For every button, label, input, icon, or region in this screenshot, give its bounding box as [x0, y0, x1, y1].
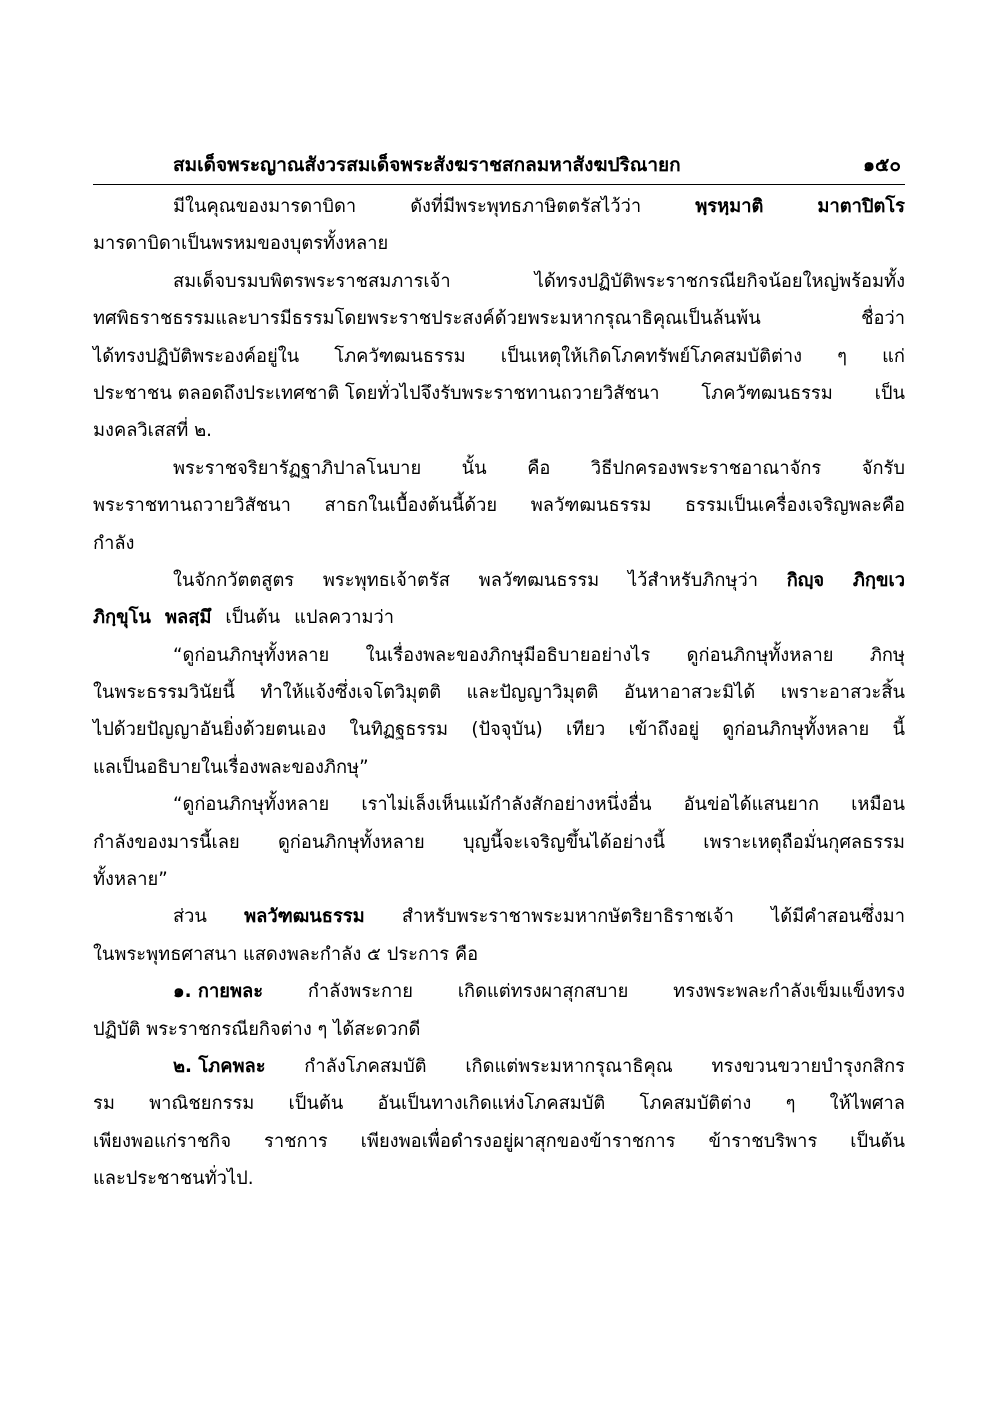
pali-term: พลสฺมึ [164, 607, 212, 629]
text-segment: และปัญญาวิมุตติ [466, 682, 599, 704]
text-segment: อันข่อได้แสนยาก [683, 794, 820, 816]
text-line [93, 786, 905, 823]
text-line [93, 1160, 905, 1197]
text-segment: (ปัจจุบัน) [471, 719, 543, 741]
text-line [93, 188, 905, 225]
text-segment: ทรงขวนขวายบำรุงกสิกร [711, 1055, 905, 1077]
text-segment: ทรงพระพละกำลังเข็มแข็งทรง [673, 981, 905, 1003]
text-line [93, 637, 905, 674]
text-segment: ในทิฏฐธรรม [349, 719, 449, 741]
text-segment: มารดาบิดาเป็นพรหมของบุตรทั้งหลาย [93, 233, 389, 255]
text-line [93, 263, 905, 300]
text-segment: เพียงพอเพื่อดำรงอยู่ผาสุกของข้าราชการ [360, 1130, 676, 1152]
text-segment: ไปด้วยปัญญาอันยิ่งด้วยตนเอง [93, 719, 327, 741]
text-segment: ทั้งหลาย” [93, 869, 168, 891]
text-segment: บุญนี้จะเจริญขึ้นได้อย่างนี้ [463, 831, 666, 853]
text-segment: เทียว [565, 719, 606, 741]
text-line [93, 1085, 905, 1122]
text-segment: ส่วน [173, 906, 207, 928]
text-segment: รม [93, 1093, 115, 1115]
text-segment: มีในคุณของมารดาบิดา [173, 196, 357, 217]
text-segment: กำลังพระกาย [307, 981, 414, 1003]
text-line [93, 749, 905, 786]
text-segment: เป็น [874, 382, 905, 404]
text-line [93, 898, 905, 935]
text-segment: พระราชจริยารัฏฐาภิปาลโนบาย [173, 457, 422, 479]
text-segment: กำลังของมารนี้เลย [93, 831, 240, 853]
text-segment: ไว้สำหรับภิกษุว่า [627, 569, 758, 591]
text-line [93, 487, 905, 524]
text-segment: โภคสมบัติต่าง [639, 1093, 752, 1115]
pali-term: ภิกฺขุโน [93, 607, 151, 629]
text-segment: ๆ [785, 1093, 796, 1115]
text-line [93, 824, 905, 861]
text-segment: เพียงพอแก่ราชกิจ [93, 1130, 232, 1152]
text-segment: เราไม่เล็งเห็นแม้กำลังสักอย่างหนึ่งอื่น [361, 794, 652, 816]
text-line [93, 525, 905, 562]
text-segment: ในจักกวัตตสูตร [173, 569, 295, 591]
text-segment: ดูก่อนภิกษุทั้งหลาย [686, 644, 834, 666]
text-segment: พาณิชยกรรม [149, 1093, 255, 1115]
text-segment: ราชการ [264, 1130, 328, 1152]
page-number: ๑๕๐ [862, 154, 901, 176]
text-segment: คือ [527, 457, 551, 479]
text-segment: ให้ไพศาล [829, 1093, 905, 1115]
text-segment: ได้มีคำสอนซึ่งมา [771, 906, 905, 928]
text-segment: เพราะอาสวะสิ้น [780, 682, 905, 704]
text-line [93, 450, 905, 487]
text-segment: ได้ทรงปฏิบัติพระองค์อยู่ใน [93, 345, 300, 367]
text-segment: พระราชทานถวายวิสัชนา [93, 495, 291, 517]
text-segment: กำลัง [93, 532, 135, 554]
text-line [93, 375, 905, 412]
text-segment: เพราะเหตุถือมั่นกุศลธรรม [703, 831, 905, 853]
text-line [93, 936, 905, 973]
text-segment: อันเป็นทางเกิดแห่งโภคสมบัติ [377, 1093, 606, 1115]
text-segment: เป็นต้น [288, 1093, 344, 1115]
text-line [93, 412, 905, 449]
pali-term: ภิกฺขเว [852, 569, 905, 591]
text-segment: เหมือน [851, 794, 905, 816]
text-segment: ชื่อว่า [861, 308, 905, 330]
text-segment: และประชาชนทั่วไป. [93, 1168, 254, 1190]
text-segment: ทำให้แจ้งซึ่งเจโตวิมุตติ [260, 682, 442, 704]
text-segment: พระพุทธเจ้าตรัส [322, 569, 450, 591]
text-segment: พลวัฑฒนธรรม [530, 495, 652, 517]
text-line [93, 562, 905, 599]
text-line [93, 225, 905, 262]
text-line [93, 1123, 905, 1160]
running-header [93, 148, 905, 185]
text-segment: ดูก่อนภิกษุทั้งหลาย [722, 719, 870, 741]
text-segment: นั้น [461, 457, 487, 479]
text-segment: ในเรื่องพละของภิกษุมีอธิบายอย่างไร [365, 644, 651, 666]
text-segment: เข้าถึงอยู่ [628, 719, 700, 741]
text-segment: ธรรมเป็นเครื่องเจริญพละคือ [684, 495, 905, 517]
text-segment: เป็นเหตุให้เกิดโภคทรัพย์โภคสมบัติต่าง [500, 345, 803, 367]
text-segment: แปลความว่า [294, 607, 395, 629]
text-segment: สาธกในเบื้องต้นนี้ด้วย [324, 495, 498, 517]
text-line [93, 674, 905, 711]
text-segment: ๆ [837, 345, 847, 367]
item-heading: ๒. โภคพละ [173, 1055, 266, 1077]
text-segment: วิธีปกครองพระราชอาณาจักร [590, 457, 822, 479]
text-line [93, 711, 905, 748]
text-segment: โภควัฑฒนธรรม [334, 345, 466, 367]
text-segment: ข้าราชบริพาร [708, 1130, 818, 1152]
text-line [93, 1048, 905, 1085]
text-segment: พลวัฑฒนธรรม [478, 569, 600, 591]
text-segment: แลเป็นอธิบายในเรื่องพละของภิกษุ” [93, 756, 369, 778]
text-segment: ในพระธรรมวินัยนี้ [93, 682, 235, 704]
text-segment: ในพระพุทธศาสนา แสดงพละกำลัง ๕ ประการ คือ [93, 943, 479, 965]
text-segment: เกิดแต่ทรงผาสุกสบาย [457, 981, 629, 1003]
pali-term: มาตาปิตโร [817, 196, 905, 217]
body-text [93, 188, 905, 1198]
text-segment: โภควัฑฒนธรรม [701, 382, 833, 404]
text-segment: ดังที่มีพระพุทธภาษิตตรัสไว้ว่า [410, 196, 642, 217]
bold-term: พลวัฑฒนธรรม [244, 906, 365, 928]
text-segment: มงคลวิเสสที่ ๒. [93, 420, 212, 442]
text-line [93, 338, 905, 375]
text-segment: ทศพิธราชธรรมและบารมีธรรมโดยพระราชประสงค์ด้วยพระมหากรุณาธิคุณเป็นล้นพ้น [93, 308, 761, 330]
text-segment: อันหาอาสวะมิได้ [623, 682, 756, 704]
text-segment: ปฏิบัติ พระราชกรณียกิจต่าง ๆ ได้สะดวกดี [93, 1018, 421, 1040]
text-segment: นี้ [892, 719, 905, 741]
pali-term: กิญฺจ [786, 569, 825, 591]
text-segment: แก่ [882, 345, 905, 367]
text-line [93, 599, 905, 636]
header-title: สมเด็จพระญาณสังวรสมเด็จพระสังฆราชสกลมหาสังฆปริณายก [173, 154, 681, 176]
text-line [93, 861, 905, 898]
text-segment: ประชาชน ตลอดถึงประเทศชาติ โดยทั่วไปจึงรับพระราชทานถวายวิสัชนา [93, 382, 660, 404]
text-line [93, 300, 905, 337]
text-segment: ภิกษุ [869, 644, 905, 666]
text-segment: ดูก่อนภิกษุทั้งหลาย [277, 831, 425, 853]
text-segment: ได้ทรงปฏิบัติพระราชกรณียกิจน้อยใหญ่พร้อมทั้ง [534, 270, 905, 292]
text-segment: จักรับ [861, 457, 905, 479]
item-heading: ๑. กายพละ [173, 981, 264, 1003]
text-line [93, 1011, 905, 1048]
text-segment: “ดูก่อนภิกษุทั้งหลาย [173, 794, 330, 816]
text-line [93, 973, 905, 1010]
text-segment: เป็นต้น [225, 607, 281, 629]
text-segment: “ดูก่อนภิกษุทั้งหลาย [173, 644, 330, 666]
text-segment: กำลังโภคสมบัติ [304, 1055, 427, 1077]
text-segment: เป็นต้น [850, 1130, 905, 1152]
text-segment: เกิดแต่พระมหากรุณาธิคุณ [465, 1055, 673, 1077]
text-segment: สมเด็จบรมบพิตรพระราชสมภารเจ้า [173, 270, 451, 292]
text-segment: สำหรับพระราชาพระมหากษัตริยาธิราชเจ้า [401, 906, 734, 928]
pali-term: พฺรหฺมาติ [695, 196, 764, 217]
